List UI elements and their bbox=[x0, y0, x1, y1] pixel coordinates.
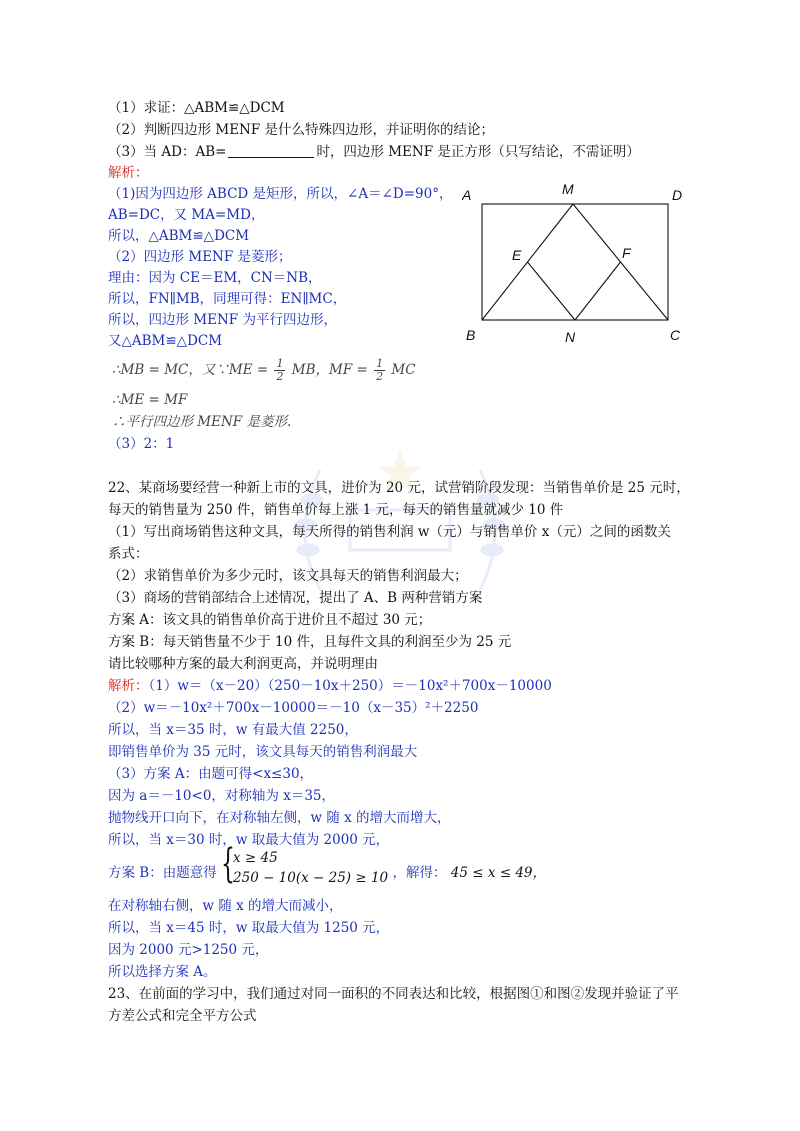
q21-sol-line10: ∴ME = MF bbox=[112, 392, 188, 408]
q21-part1: （1）求证：△ABM≌△DCM bbox=[108, 100, 285, 116]
q22-answer-line8: 所以，当 x＝30 时，w 取最大值为 2000 元， bbox=[108, 832, 390, 848]
segment-nf bbox=[575, 262, 621, 320]
q22-line8: 方案 B：每天销售量不少于 10 件，且每件文具的利润至少为 25 元 bbox=[108, 634, 512, 650]
q21-sol-line7: 所以，四边形 MENF 为平行四边形， bbox=[108, 312, 337, 328]
segment-en bbox=[528, 262, 576, 320]
rectangle-abcd bbox=[482, 204, 668, 320]
label-n: N bbox=[565, 329, 576, 345]
q22-line2: 每天的销售量为 250 件，销售单价每上涨 1 元，每天的销售量就减少 10 件 bbox=[108, 502, 564, 518]
label-e: E bbox=[512, 247, 522, 263]
left-brace-icon: { bbox=[221, 841, 236, 887]
fraction-half-1: $\frac{1}{2}$ bbox=[276, 357, 284, 383]
q22-answer-line5: （3）方案 A：由题可得<x≤30， bbox=[108, 766, 314, 782]
label-m: M bbox=[562, 181, 574, 197]
q22-answer-line12: 所以选择方案 A。 bbox=[108, 964, 217, 980]
q21-part3-prefix: （3）当 AD：AB= bbox=[108, 144, 227, 160]
q22-line7: 方案 A：该文具的销售单价高于进价且不超过 30 元； bbox=[108, 612, 432, 628]
q21-sol-line9-b: MB，MF = bbox=[291, 362, 368, 378]
q22-answer-line6: 因为 a＝－10<0，对称轴为 x＝35， bbox=[108, 788, 336, 804]
q22-answer-line3: 所以，当 x＝35 时，w 有最大值 2250， bbox=[108, 722, 358, 738]
q22-line3: （1）写出商场销售这种文具，每天所得的销售利润 w（元）与销售单价 x（元）之间的函数关 bbox=[108, 524, 671, 540]
q22-planb-system bbox=[108, 841, 547, 899]
q22-answer-line11: 因为 2000 元>1250 元， bbox=[108, 942, 269, 958]
q21-sol-line4: （2）四边形 MENF 是菱形； bbox=[108, 249, 292, 265]
q22-line9: 请比较哪种方案的最大利润更高，并说明理由 bbox=[108, 656, 378, 672]
q21-part3-suffix: 时，四边形 MENF 是正方形（只写结论，不需证明） bbox=[316, 144, 640, 160]
fraction-half-2: $\frac{1}{2}$ bbox=[376, 357, 384, 383]
inequality-1: x ≥ 45 bbox=[233, 850, 278, 866]
label-a: A bbox=[462, 187, 472, 203]
q22-answer-line4: 即销售单价为 35 元时，该文具每天的销售利润最大 bbox=[108, 744, 418, 760]
q21-sol-line8: 又△ABM≌△DCM bbox=[108, 333, 223, 349]
q21-sol-line9-a: ∴MB = MC，又∵ME = bbox=[112, 362, 269, 378]
inequality-2: 250 − 10(x − 25) ≥ 10 bbox=[233, 870, 389, 886]
rectangle-menf-diagram bbox=[462, 176, 702, 348]
q21-sol-line2: AB=DC，又 MA=MD， bbox=[108, 207, 265, 223]
label-c: C bbox=[670, 327, 681, 343]
q22-line5: （2）求销售单价为多少元时，该文具每天的销售利润最大； bbox=[108, 568, 468, 584]
q21-part3 bbox=[108, 142, 640, 162]
q22-answer-line2: （2）w＝－10x²＋700x－10000＝－10（x－35）²＋2250 bbox=[108, 700, 479, 716]
label-b: B bbox=[466, 327, 476, 343]
q23-line1: 23、在前面的学习中，我们通过对同一面积的不同表达和比较，根据图①和图②发现并验证了平 bbox=[108, 986, 679, 1002]
inequality-system bbox=[221, 841, 389, 899]
q21-sol-line3: 所以，△ABM≌△DCM bbox=[108, 228, 250, 244]
q22-line1: 22、某商场要经营一种新上市的文具，进价为 20 元，试营销阶段发现：当销售单价是 25 元时， bbox=[108, 480, 690, 496]
q22-answer-line10: 所以，当 x＝45 时，w 取最大值为 1250 元， bbox=[108, 920, 390, 936]
q21-sol-line12: （3）2：1 bbox=[108, 436, 175, 452]
q22-answer-line9: 在对称轴右侧，w 随 x 的增大而减小， bbox=[108, 898, 343, 914]
q22-planb-label: 方案 B：由题意得 bbox=[108, 865, 217, 881]
q21-sol-line11: ∴平行四边形 MENF 是菱形. bbox=[112, 414, 292, 430]
q21-sol-line9-c: MC bbox=[391, 362, 416, 378]
q22-jiexi-label: 解析： bbox=[108, 678, 149, 694]
q23-line2: 方差公式和完全平方公式 bbox=[108, 1008, 257, 1024]
answer-blank bbox=[228, 143, 314, 158]
q21-sol-line5: 理由：因为 CE＝EM，CN＝NB， bbox=[108, 270, 322, 286]
q21-sol-line9 bbox=[112, 358, 416, 383]
q21-sol-line1: （1)因为四边形 ABCD 是矩形，所以，∠A＝∠D=90°， bbox=[108, 186, 453, 202]
q22-answer-line7: 抛物线开口向下，在对称轴左侧，w 随 x 的增大而增大， bbox=[108, 810, 451, 826]
q21-part2: （2）判断四边形 MENF 是什么特殊四边形，并证明你的结论； bbox=[108, 122, 495, 138]
label-f: F bbox=[622, 245, 631, 261]
label-d: D bbox=[672, 187, 683, 203]
q22-line4: 系式： bbox=[108, 546, 149, 562]
q22-line6: （3）商场的营销部结合上述情况，提出了 A、B 两种营销方案 bbox=[108, 590, 483, 606]
q21-sol-line6: 所以，FN∥MB，同理可得：EN∥MC， bbox=[108, 291, 347, 307]
q22-solve-label: ，解得： bbox=[392, 865, 447, 881]
q22-answer-line1 bbox=[108, 676, 552, 696]
q22-answer1: （1）w＝（x－20）（250－10x＋250）＝－10x²＋700x－10000 bbox=[148, 678, 552, 694]
q21-jiexi-label: 解析： bbox=[108, 165, 149, 181]
q22-solution-range: 45 ≤ x ≤ 49， bbox=[450, 865, 547, 881]
